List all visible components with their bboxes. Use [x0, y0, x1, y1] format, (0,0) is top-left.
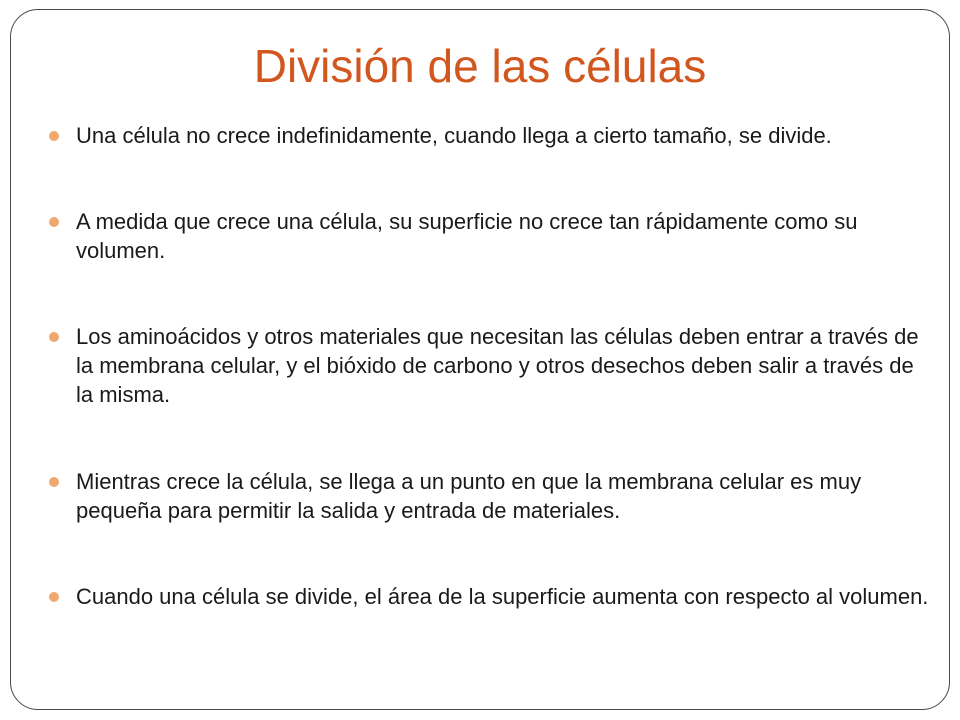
bullet-item [49, 582, 929, 611]
bullet-text: Cuando una célula se divide, el área de la superficie aumenta con respecto al volumen. [76, 584, 929, 609]
bullet-item [49, 467, 929, 525]
bullet-text: Mientras crece la célula, se llega a un punto en que la membrana celular es muy pequeña para permitir la salida y entrada de materiales. [76, 469, 862, 523]
bullet-item [49, 207, 929, 265]
bullet-dot-icon [49, 131, 59, 141]
bullet-dot-icon [49, 477, 59, 487]
bullet-item [49, 121, 929, 150]
bullet-dot-icon [49, 592, 59, 602]
slide-title: División de las células [253, 40, 707, 92]
bullet-text: Los aminoácidos y otros materiales que necesitan las células deben entrar a través de la membrana celular, y el bióxido de carbono y otros desechos deben salir a través de la misma. [76, 324, 919, 407]
bullet-list [49, 121, 929, 668]
bullet-text: Una célula no crece indefinidamente, cuando llega a cierto tamaño, se divide. [76, 123, 832, 148]
bullet-dot-icon [49, 332, 59, 342]
bullet-text: A medida que crece una célula, su superficie no crece tan rápidamente como su volumen. [76, 209, 858, 263]
bullet-item [49, 322, 929, 409]
bullet-dot-icon [49, 217, 59, 227]
